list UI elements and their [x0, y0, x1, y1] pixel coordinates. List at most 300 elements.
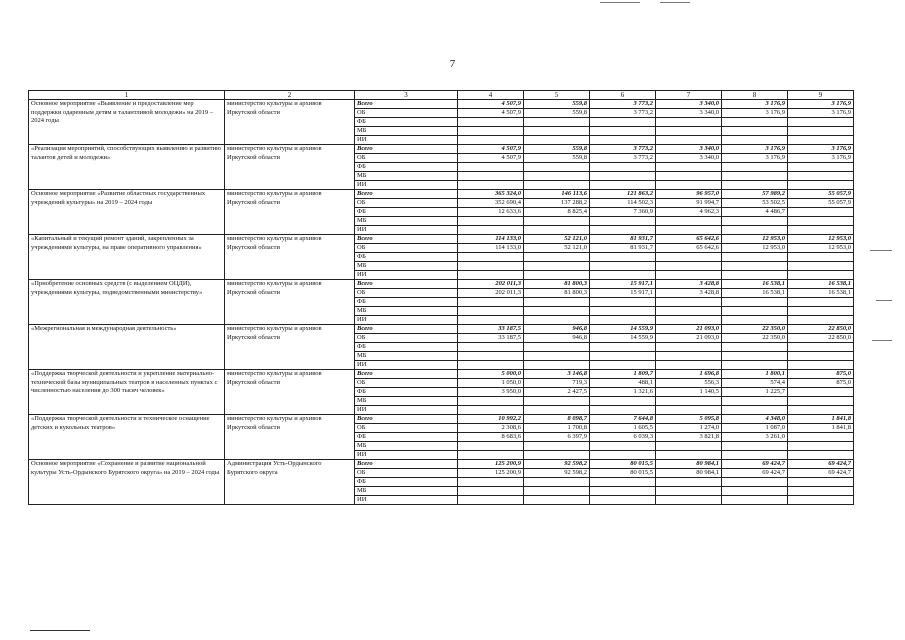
amount-cell: 125 200,9: [458, 460, 524, 469]
funding-source-cell: ФБ: [355, 208, 458, 217]
amount-cell: 6 397,9: [524, 433, 590, 442]
amount-cell: [458, 226, 524, 235]
amount-cell: [590, 163, 656, 172]
amount-cell: [656, 406, 722, 415]
amount-cell: 556,3: [656, 379, 722, 388]
amount-cell: 4 962,3: [656, 208, 722, 217]
amount-cell: 8 683,6: [458, 433, 524, 442]
amount-cell: [590, 262, 656, 271]
funding-source-cell: МБ: [355, 352, 458, 361]
amount-cell: [524, 163, 590, 172]
amount-cell: [590, 361, 656, 370]
funding-table: [28, 90, 854, 505]
funding-source-cell: МБ: [355, 307, 458, 316]
amount-cell: 65 642,6: [656, 235, 722, 244]
amount-cell: 574,4: [722, 379, 788, 388]
amount-cell: 4 507,9: [458, 100, 524, 109]
amount-cell: [788, 442, 854, 451]
amount-cell: [788, 262, 854, 271]
header-cell: 6: [590, 91, 656, 100]
funding-source-cell: ФБ: [355, 478, 458, 487]
amount-cell: [788, 361, 854, 370]
amount-cell: [656, 253, 722, 262]
amount-cell: 1 700,8: [524, 424, 590, 433]
amount-cell: 137 288,2: [524, 199, 590, 208]
amount-cell: 3 773,2: [590, 100, 656, 109]
measure-name-cell: Основное мероприятие «Сохранение и развитие национальной культуры Усть-Ордынского Бурятского округа» на 2019 – 2024 годы: [29, 460, 225, 505]
page-number: 7: [449, 58, 456, 70]
amount-cell: 559,8: [524, 145, 590, 154]
amount-cell: [656, 226, 722, 235]
amount-cell: [524, 496, 590, 505]
scan-mark: [30, 630, 90, 631]
funding-source-cell: ИИ: [355, 181, 458, 190]
amount-cell: 92 598,2: [524, 469, 590, 478]
amount-cell: [458, 253, 524, 262]
amount-cell: [524, 181, 590, 190]
amount-cell: [788, 271, 854, 280]
amount-cell: [788, 496, 854, 505]
table-row: [29, 280, 854, 289]
funding-source-cell: МБ: [355, 217, 458, 226]
amount-cell: [656, 316, 722, 325]
amount-cell: 69 424,7: [788, 469, 854, 478]
amount-cell: [656, 361, 722, 370]
amount-cell: [458, 172, 524, 181]
amount-cell: [590, 397, 656, 406]
amount-cell: [524, 487, 590, 496]
amount-cell: [590, 343, 656, 352]
amount-cell: [590, 172, 656, 181]
amount-cell: 16 538,1: [722, 289, 788, 298]
amount-cell: 559,8: [524, 109, 590, 118]
funding-source-cell: ИИ: [355, 406, 458, 415]
amount-cell: [788, 343, 854, 352]
amount-cell: 81 931,7: [590, 244, 656, 253]
amount-cell: 80 984,1: [656, 469, 722, 478]
amount-cell: [722, 172, 788, 181]
amount-cell: 65 642,6: [656, 244, 722, 253]
amount-cell: 125 200,9: [458, 469, 524, 478]
amount-cell: [590, 451, 656, 460]
amount-cell: [788, 388, 854, 397]
funding-source-cell: ФБ: [355, 433, 458, 442]
amount-cell: 875,0: [788, 370, 854, 379]
amount-cell: [788, 253, 854, 262]
amount-cell: 7 360,9: [590, 208, 656, 217]
amount-cell: 121 863,2: [590, 190, 656, 199]
amount-cell: 12 953,0: [788, 244, 854, 253]
amount-cell: [656, 271, 722, 280]
amount-cell: 12 953,0: [722, 244, 788, 253]
table-row: [29, 235, 854, 244]
amount-cell: [656, 163, 722, 172]
amount-cell: 14 559,9: [590, 334, 656, 343]
funding-source-cell: ФБ: [355, 388, 458, 397]
amount-cell: [788, 127, 854, 136]
amount-cell: [524, 352, 590, 361]
funding-source-cell: ОБ: [355, 109, 458, 118]
amount-cell: [458, 343, 524, 352]
amount-cell: [590, 316, 656, 325]
executor-cell: Администрация Усть-Ордынского Бурятского округа: [225, 460, 355, 505]
amount-cell: [590, 352, 656, 361]
amount-cell: [722, 442, 788, 451]
amount-cell: 1 274,0: [656, 424, 722, 433]
amount-cell: [590, 478, 656, 487]
amount-cell: 1 050,0: [458, 379, 524, 388]
amount-cell: [524, 217, 590, 226]
amount-cell: [458, 136, 524, 145]
amount-cell: 57 989,2: [722, 190, 788, 199]
amount-cell: 55 057,9: [788, 199, 854, 208]
amount-cell: 3 261,0: [722, 433, 788, 442]
measure-name-cell: Основное мероприятие «Развитие областных государственных учреждений культуры» на 2019 – 2024 годы: [29, 190, 225, 235]
amount-cell: [590, 271, 656, 280]
table-row: [29, 325, 854, 334]
amount-cell: [458, 397, 524, 406]
amount-cell: 3 176,9: [788, 100, 854, 109]
amount-cell: 92 598,2: [524, 460, 590, 469]
amount-cell: [722, 361, 788, 370]
amount-cell: [656, 487, 722, 496]
amount-cell: 53 502,5: [722, 199, 788, 208]
amount-cell: 69 424,7: [722, 460, 788, 469]
amount-cell: 8 098,7: [524, 415, 590, 424]
funding-source-cell: ОБ: [355, 424, 458, 433]
amount-cell: [656, 118, 722, 127]
amount-cell: [524, 478, 590, 487]
amount-cell: 4 507,9: [458, 145, 524, 154]
amount-cell: [656, 181, 722, 190]
amount-cell: 946,8: [524, 325, 590, 334]
amount-cell: [656, 172, 722, 181]
amount-cell: [722, 226, 788, 235]
funding-source-cell: ИИ: [355, 136, 458, 145]
amount-cell: [722, 343, 788, 352]
amount-cell: [524, 397, 590, 406]
table-row: [29, 145, 854, 154]
amount-cell: [458, 127, 524, 136]
amount-cell: [590, 181, 656, 190]
amount-cell: [524, 343, 590, 352]
header-cell: 7: [656, 91, 722, 100]
amount-cell: [590, 118, 656, 127]
amount-cell: 22 350,0: [722, 334, 788, 343]
amount-cell: [722, 307, 788, 316]
funding-source-cell: ОБ: [355, 289, 458, 298]
amount-cell: 1 321,6: [590, 388, 656, 397]
amount-cell: [458, 361, 524, 370]
amount-cell: 52 121,0: [524, 235, 590, 244]
amount-cell: 202 011,3: [458, 289, 524, 298]
header-cell: 4: [458, 91, 524, 100]
funding-source-cell: МБ: [355, 487, 458, 496]
amount-cell: [788, 451, 854, 460]
amount-cell: [524, 226, 590, 235]
funding-source-cell: ОБ: [355, 154, 458, 163]
amount-cell: [524, 253, 590, 262]
header-cell: 9: [788, 91, 854, 100]
amount-cell: [458, 307, 524, 316]
amount-cell: 1 696,8: [656, 370, 722, 379]
funding-source-cell: МБ: [355, 172, 458, 181]
measure-name-cell: «Поддержка творческой деятельности и техническое оснащение детских и кукольных театров»: [29, 415, 225, 460]
amount-cell: 12 633,6: [458, 208, 524, 217]
amount-cell: [788, 208, 854, 217]
funding-source-cell: Всего: [355, 280, 458, 289]
amount-cell: 352 690,4: [458, 199, 524, 208]
amount-cell: [722, 181, 788, 190]
amount-cell: 4 507,9: [458, 154, 524, 163]
executor-cell: министерство культуры и архивов Иркутской области: [225, 325, 355, 370]
amount-cell: 10 992,2: [458, 415, 524, 424]
amount-cell: [722, 478, 788, 487]
amount-cell: 33 187,5: [458, 334, 524, 343]
amount-cell: 96 957,0: [656, 190, 722, 199]
executor-cell: министерство культуры и архивов Иркутской области: [225, 145, 355, 190]
amount-cell: 559,8: [524, 100, 590, 109]
amount-cell: [590, 136, 656, 145]
amount-cell: 21 093,0: [656, 325, 722, 334]
amount-cell: 80 015,5: [590, 469, 656, 478]
amount-cell: [590, 487, 656, 496]
amount-cell: 80 015,5: [590, 460, 656, 469]
amount-cell: 146 113,6: [524, 190, 590, 199]
amount-cell: [458, 451, 524, 460]
amount-cell: 15 917,1: [590, 289, 656, 298]
amount-cell: 3 176,9: [722, 109, 788, 118]
measure-name-cell: «Поддержка творческой деятельности и укрепление материально-технической базы муниципальных театров в населенных пунктах с численностью населения до 300 тысяч человек»: [29, 370, 225, 415]
amount-cell: [788, 316, 854, 325]
amount-cell: 875,0: [788, 379, 854, 388]
amount-cell: [524, 451, 590, 460]
amount-cell: 202 011,3: [458, 280, 524, 289]
amount-cell: 2 427,5: [524, 388, 590, 397]
funding-source-cell: Всего: [355, 145, 458, 154]
table-row: [29, 460, 854, 469]
amount-cell: 3 950,0: [458, 388, 524, 397]
amount-cell: 1 800,1: [722, 370, 788, 379]
funding-source-cell: ФБ: [355, 298, 458, 307]
amount-cell: [524, 298, 590, 307]
amount-cell: [722, 298, 788, 307]
funding-source-cell: Всего: [355, 235, 458, 244]
scan-mark: [876, 300, 892, 301]
amount-cell: 14 559,9: [590, 325, 656, 334]
amount-cell: [524, 127, 590, 136]
funding-source-cell: ИИ: [355, 361, 458, 370]
amount-cell: [656, 136, 722, 145]
amount-cell: 16 538,1: [788, 280, 854, 289]
amount-cell: 114 133,0: [458, 244, 524, 253]
header-cell: 5: [524, 91, 590, 100]
amount-cell: [788, 163, 854, 172]
amount-cell: [788, 181, 854, 190]
amount-cell: [524, 307, 590, 316]
amount-cell: [656, 343, 722, 352]
amount-cell: 1 140,5: [656, 388, 722, 397]
amount-cell: [524, 271, 590, 280]
amount-cell: [656, 496, 722, 505]
amount-cell: 21 093,0: [656, 334, 722, 343]
amount-cell: [590, 127, 656, 136]
amount-cell: [722, 316, 788, 325]
amount-cell: [458, 271, 524, 280]
amount-cell: 1 841,8: [788, 424, 854, 433]
amount-cell: 4 348,0: [722, 415, 788, 424]
scan-mark: [660, 2, 690, 3]
funding-source-cell: ОБ: [355, 379, 458, 388]
amount-cell: 3 773,2: [590, 154, 656, 163]
amount-cell: 1 841,8: [788, 415, 854, 424]
amount-cell: 1 087,0: [722, 424, 788, 433]
table-header-row: [29, 91, 854, 100]
amount-cell: 114 502,3: [590, 199, 656, 208]
executor-cell: министерство культуры и архивов Иркутской области: [225, 190, 355, 235]
executor-cell: министерство культуры и архивов Иркутской области: [225, 235, 355, 280]
amount-cell: 1 225,7: [722, 388, 788, 397]
amount-cell: 22 850,0: [788, 334, 854, 343]
funding-source-cell: МБ: [355, 442, 458, 451]
amount-cell: [656, 478, 722, 487]
amount-cell: 719,3: [524, 379, 590, 388]
scan-mark: [872, 340, 892, 341]
amount-cell: [722, 271, 788, 280]
funding-source-cell: ИИ: [355, 496, 458, 505]
amount-cell: 6 039,3: [590, 433, 656, 442]
amount-cell: [590, 406, 656, 415]
amount-cell: 3 340,0: [656, 145, 722, 154]
amount-cell: 946,8: [524, 334, 590, 343]
amount-cell: 3 176,9: [722, 154, 788, 163]
amount-cell: 16 538,1: [788, 289, 854, 298]
measure-name-cell: «Реализация мероприятий, способствующих выявлению и развитию талантов детей и молодежи»: [29, 145, 225, 190]
amount-cell: [458, 478, 524, 487]
amount-cell: [590, 442, 656, 451]
header-cell: 3: [355, 91, 458, 100]
amount-cell: [656, 127, 722, 136]
measure-name-cell: Основное мероприятие «Выявление и предоставление мер поддержки одаренным детям и талантливой молодежи» на 2019 – 2024 годы: [29, 100, 225, 145]
amount-cell: 5 095,8: [656, 415, 722, 424]
amount-cell: 4 486,7: [722, 208, 788, 217]
amount-cell: [788, 172, 854, 181]
amount-cell: 8 825,4: [524, 208, 590, 217]
amount-cell: [458, 262, 524, 271]
amount-cell: 81 931,7: [590, 235, 656, 244]
table-row: [29, 100, 854, 109]
amount-cell: 3 340,0: [656, 154, 722, 163]
funding-source-cell: ИИ: [355, 451, 458, 460]
funding-source-cell: ОБ: [355, 469, 458, 478]
amount-cell: 3 428,8: [656, 289, 722, 298]
funding-source-cell: Всего: [355, 370, 458, 379]
funding-source-cell: МБ: [355, 262, 458, 271]
amount-cell: [458, 217, 524, 226]
amount-cell: 1 605,5: [590, 424, 656, 433]
amount-cell: 559,8: [524, 154, 590, 163]
amount-cell: [788, 217, 854, 226]
funding-source-cell: МБ: [355, 127, 458, 136]
funding-source-cell: ИИ: [355, 226, 458, 235]
amount-cell: [590, 226, 656, 235]
funding-source-cell: ФБ: [355, 163, 458, 172]
header-cell: 1: [29, 91, 225, 100]
amount-cell: [788, 433, 854, 442]
amount-cell: 3 773,2: [590, 109, 656, 118]
amount-cell: 4 507,9: [458, 109, 524, 118]
measure-name-cell: «Приобретение основных средств (с выделением ОЦДИ), учреждениями культуры, подведомственными министерству»: [29, 280, 225, 325]
amount-cell: [722, 253, 788, 262]
header-cell: 8: [722, 91, 788, 100]
amount-cell: [788, 352, 854, 361]
amount-cell: [458, 496, 524, 505]
amount-cell: [524, 118, 590, 127]
amount-cell: [722, 406, 788, 415]
amount-cell: 69 424,7: [788, 460, 854, 469]
amount-cell: [656, 442, 722, 451]
amount-cell: 365 324,0: [458, 190, 524, 199]
amount-cell: [656, 262, 722, 271]
amount-cell: [524, 406, 590, 415]
amount-cell: [656, 307, 722, 316]
amount-cell: [656, 352, 722, 361]
amount-cell: [788, 226, 854, 235]
amount-cell: [656, 298, 722, 307]
amount-cell: 16 538,1: [722, 280, 788, 289]
amount-cell: 3 176,9: [722, 100, 788, 109]
funding-source-cell: ФБ: [355, 118, 458, 127]
amount-cell: 114 133,0: [458, 235, 524, 244]
amount-cell: [722, 352, 788, 361]
amount-cell: 3 176,9: [788, 154, 854, 163]
amount-cell: [458, 487, 524, 496]
amount-cell: [722, 217, 788, 226]
funding-source-cell: ФБ: [355, 343, 458, 352]
amount-cell: [524, 172, 590, 181]
amount-cell: 2 308,6: [458, 424, 524, 433]
amount-cell: [524, 361, 590, 370]
amount-cell: 81 800,3: [524, 289, 590, 298]
amount-cell: 3 428,8: [656, 280, 722, 289]
funding-source-cell: ИИ: [355, 316, 458, 325]
table-row: [29, 190, 854, 199]
executor-cell: министерство культуры и архивов Иркутской области: [225, 100, 355, 145]
amount-cell: [656, 397, 722, 406]
amount-cell: [722, 496, 788, 505]
amount-cell: 5 000,0: [458, 370, 524, 379]
amount-cell: [590, 217, 656, 226]
amount-cell: [788, 397, 854, 406]
amount-cell: 33 187,5: [458, 325, 524, 334]
amount-cell: 7 644,8: [590, 415, 656, 424]
amount-cell: [788, 487, 854, 496]
amount-cell: 22 350,0: [722, 325, 788, 334]
amount-cell: [788, 298, 854, 307]
amount-cell: 488,1: [590, 379, 656, 388]
amount-cell: [458, 406, 524, 415]
amount-cell: [590, 298, 656, 307]
amount-cell: 81 800,3: [524, 280, 590, 289]
amount-cell: 3 146,8: [524, 370, 590, 379]
executor-cell: министерство культуры и архивов Иркутской области: [225, 370, 355, 415]
funding-source-cell: МБ: [355, 397, 458, 406]
table-body: [29, 91, 854, 505]
funding-source-cell: ИИ: [355, 271, 458, 280]
amount-cell: [524, 136, 590, 145]
funding-source-cell: Всего: [355, 415, 458, 424]
amount-cell: 3 821,8: [656, 433, 722, 442]
